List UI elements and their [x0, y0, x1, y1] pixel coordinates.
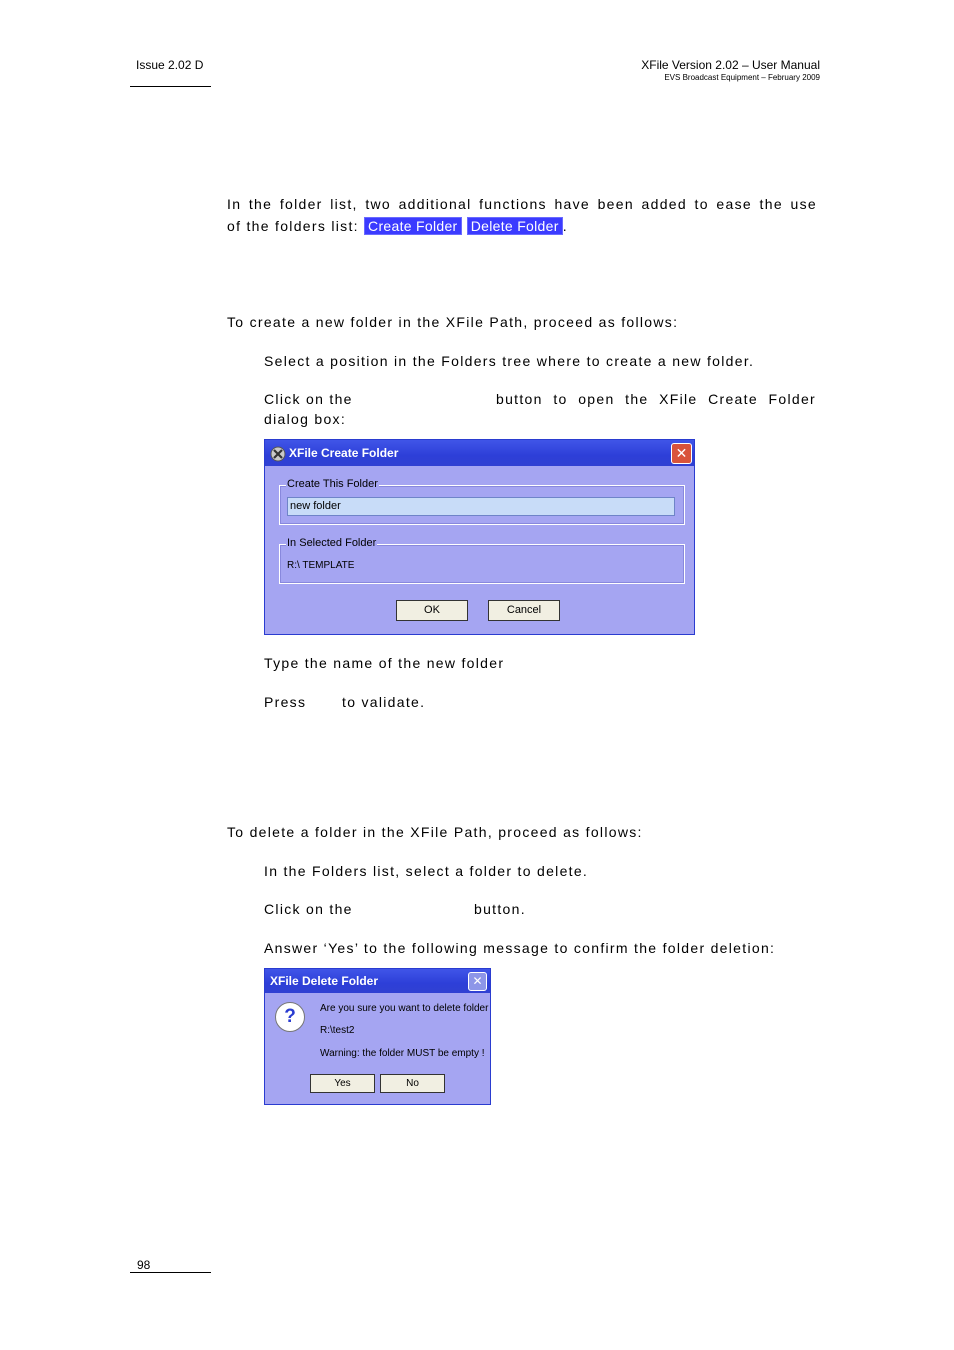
create-step-2a: Click on the — [264, 391, 353, 407]
app-icon — [270, 445, 286, 461]
create-folder-dialog — [264, 439, 695, 635]
header-rule — [130, 86, 211, 87]
create-dialog-title: XFile Create Folder — [289, 446, 399, 460]
intro-line-1: In the folder list, two additional functions have been added to ease the use — [227, 196, 817, 212]
close-icon[interactable]: ✕ — [671, 443, 692, 464]
footer-rule — [130, 1272, 211, 1273]
ok-button[interactable]: OK — [396, 600, 468, 621]
intro-end: . — [562, 218, 568, 234]
delete-path: R:\test2 — [320, 1025, 355, 1036]
create-lead: To create a new folder in the XFile Path, proceed as follows: — [227, 314, 679, 330]
delete-step-3: Answer ‘Yes’ to the following message to confirm the folder deletion: — [264, 940, 776, 956]
delete-step-2a: Click on the — [264, 901, 353, 917]
page-number: 98 — [137, 1258, 151, 1272]
delete-folder-chip: Delete Folder — [467, 217, 563, 235]
in-selected-folder-label: In Selected Folder — [287, 537, 377, 549]
create-step-4a: Press — [264, 694, 307, 710]
delete-dialog-titlebar — [265, 969, 490, 993]
selected-path: R:\ TEMPLATE — [287, 560, 355, 571]
delete-dialog-title: XFile Delete Folder — [270, 974, 379, 988]
cancel-button[interactable]: Cancel — [488, 600, 560, 621]
question-icon: ? — [275, 1002, 305, 1032]
folder-name-input[interactable]: new folder — [287, 497, 675, 516]
delete-message: Are you sure you want to delete folder — [320, 1003, 489, 1014]
delete-lead: To delete a folder in the XFile Path, proceed as follows: — [227, 824, 643, 840]
no-button[interactable]: No — [380, 1074, 445, 1093]
create-step-1: Select a position in the Folders tree where to create a new folder. — [264, 353, 755, 369]
create-step-4b: to validate. — [342, 694, 426, 710]
issue-label: Issue 2.02 D — [136, 58, 204, 72]
manual-title: XFile Version 2.02 – User Manual — [641, 58, 820, 72]
create-folder-chip: Create Folder — [364, 217, 462, 235]
create-step-3: Type the name of the new folder — [264, 655, 505, 671]
create-dialog-titlebar — [265, 440, 694, 466]
delete-step-2b: button. — [474, 901, 526, 917]
intro-line-2 — [227, 215, 827, 237]
create-this-folder-label: Create This Folder — [287, 478, 378, 490]
delete-step-1: In the Folders list, select a folder to delete. — [264, 863, 589, 879]
yes-button[interactable]: Yes — [310, 1074, 375, 1093]
intro-text: of the folders list: — [227, 218, 359, 234]
create-step-2b: button to open the XFile Create Folder — [496, 391, 816, 407]
delete-warning: Warning: the folder MUST be empty ! — [320, 1048, 485, 1059]
header-title-block — [641, 58, 820, 83]
manual-subtitle: EVS Broadcast Equipment – February 2009 — [664, 73, 820, 82]
delete-folder-dialog — [264, 968, 491, 1105]
close-icon[interactable]: ✕ — [468, 972, 487, 991]
create-step-2c: dialog box: — [264, 411, 347, 427]
